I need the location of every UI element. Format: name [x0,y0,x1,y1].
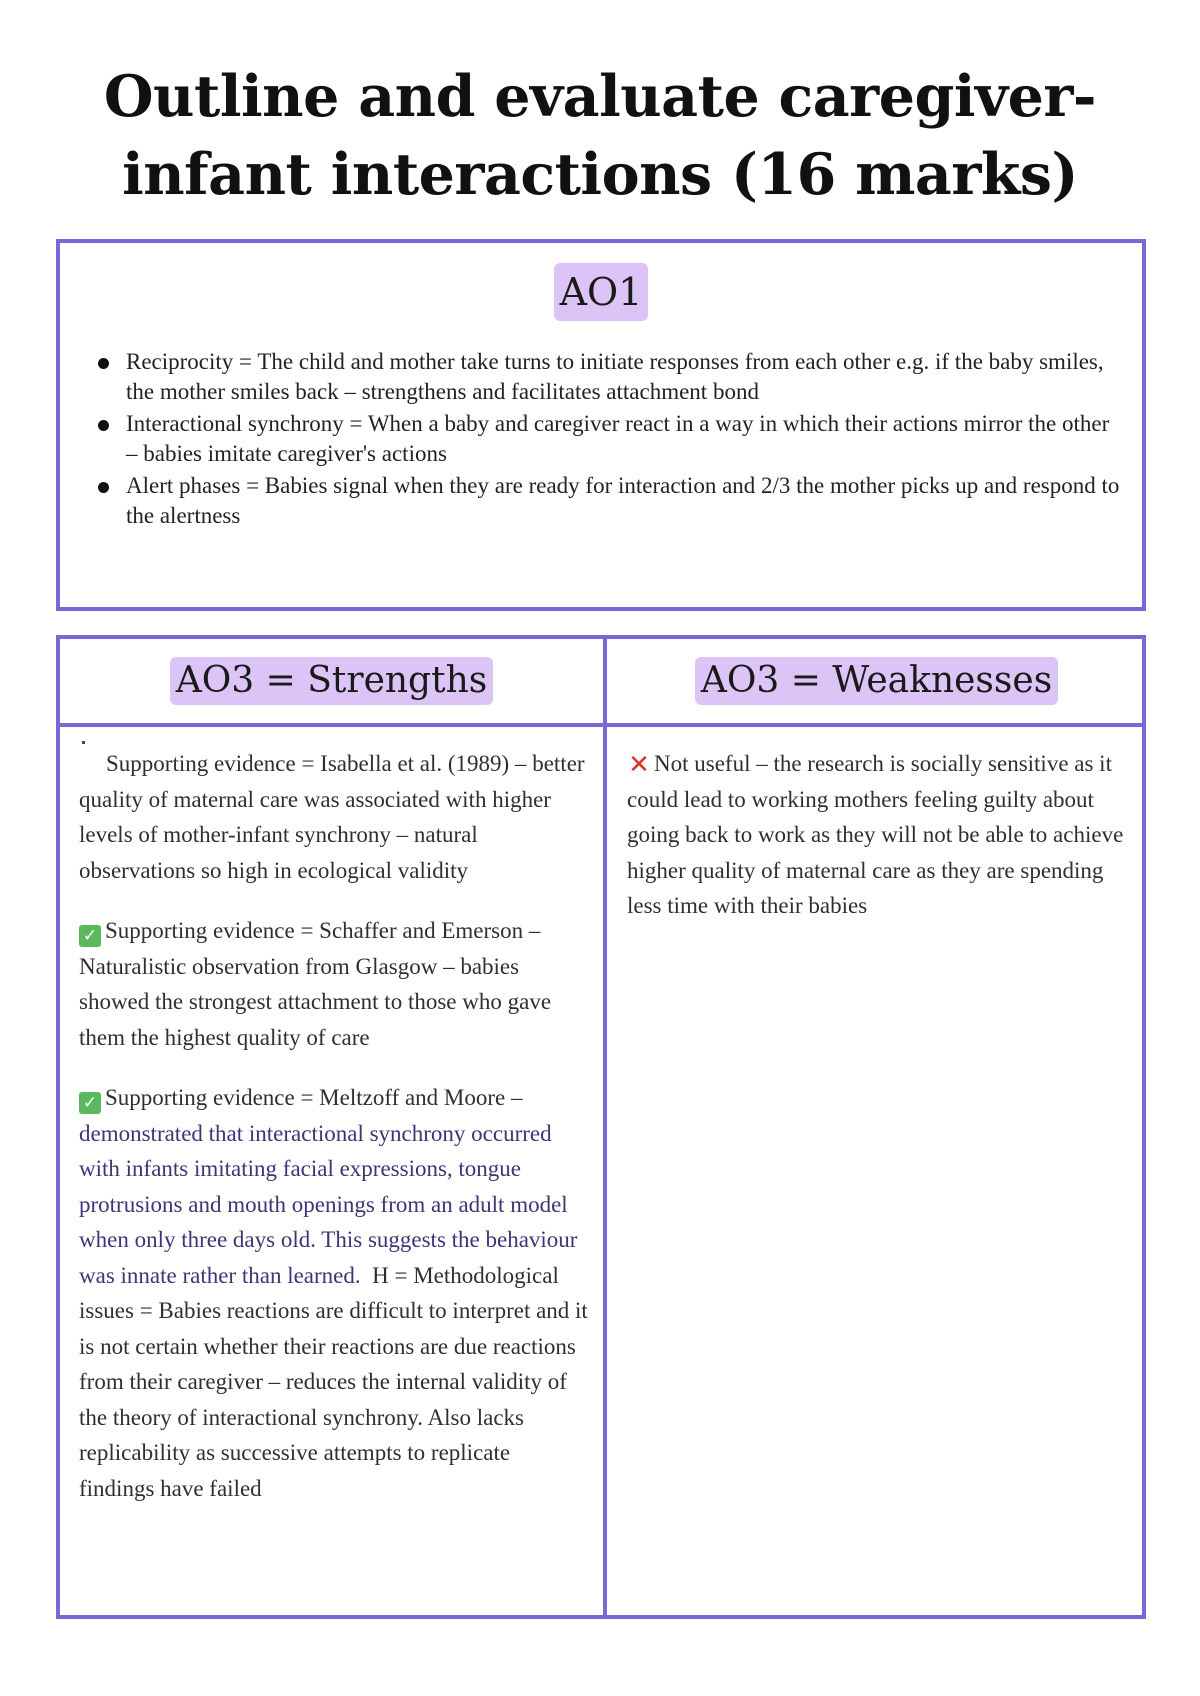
ao1-heading: AO1 [554,263,649,321]
check-icon: ✓ [79,1092,101,1114]
column-divider [603,639,607,1615]
ao1-item-interactional-synchrony: Interactional synchrony = When a baby and caregiver react in a way in which their actions mirror the other – babies imitate caregiver's actions [126,409,1126,469]
strengths-heading: AO3 = Strengths [170,657,493,705]
bullet-icon [98,420,109,431]
weakness-not-useful: ✕ Not useful – the research is socially sensitive as it could lead to working mothers feeling guilty about going back to work as they will not be able to achieve higher quality of maternal care as they are spending less time with their babies [627,750,1124,918]
ao1-box [56,239,1146,611]
check-icon: ✓ [79,925,101,947]
ao1-item-reciprocity: Reciprocity = The child and mother take turns to initiate responses from each other e.g. if the baby smiles, the mother smiles back – strengthens and facilitates attachment bond [126,347,1126,407]
bullet-icon [98,482,109,493]
ao1-list [126,347,1126,533]
weaknesses-heading: AO3 = Weaknesses [695,657,1058,705]
strengths-column [79,746,589,1531]
strength-isabella: Supporting evidence = Isabella et al. (1989) – better quality of maternal care was associated with higher levels of mother-infant synchrony – natural observations so high in ecological validity [79,751,585,883]
bullet-icon [98,358,109,369]
page-title: Outline and evaluate caregiver-infant interactions (16 marks) [103,63,1097,208]
stray-dot [82,741,85,744]
weaknesses-column [627,746,1137,949]
strengths-header-cell [60,657,603,705]
ao3-table [56,635,1146,1619]
weaknesses-header-cell [607,657,1146,705]
cross-icon: ✕ [628,750,650,780]
strength-meltzoff-moore: ✓ Supporting evidence = Meltzoff and Moore – demonstrated that interactional synchrony occurred with infants imitating facial expressions, tongue protrusions and mouth openings from an adult model when only three days old. This suggests the behaviour was innate rather than learned. H = Methodological issues = Babies reactions are difficult to interpret and it is not certain whether their reactions are due reactions from their caregiver – reduces the internal validity of the theory of interactional synchrony. Also lacks replicability as successive attempts to replicate findings have failed [79,1085,588,1501]
strength-schaffer-emerson: ✓ Supporting evidence = Schaffer and Emerson – Naturalistic observation from Glasgow – babies showed the strongest attachment to those who gave them the highest quality of care [79,918,552,1050]
header-divider [60,723,1142,727]
ao1-item-alert-phases: Alert phases = Babies signal when they are ready for interaction and 2/3 the mother picks up and respond to the alertness [126,471,1126,531]
